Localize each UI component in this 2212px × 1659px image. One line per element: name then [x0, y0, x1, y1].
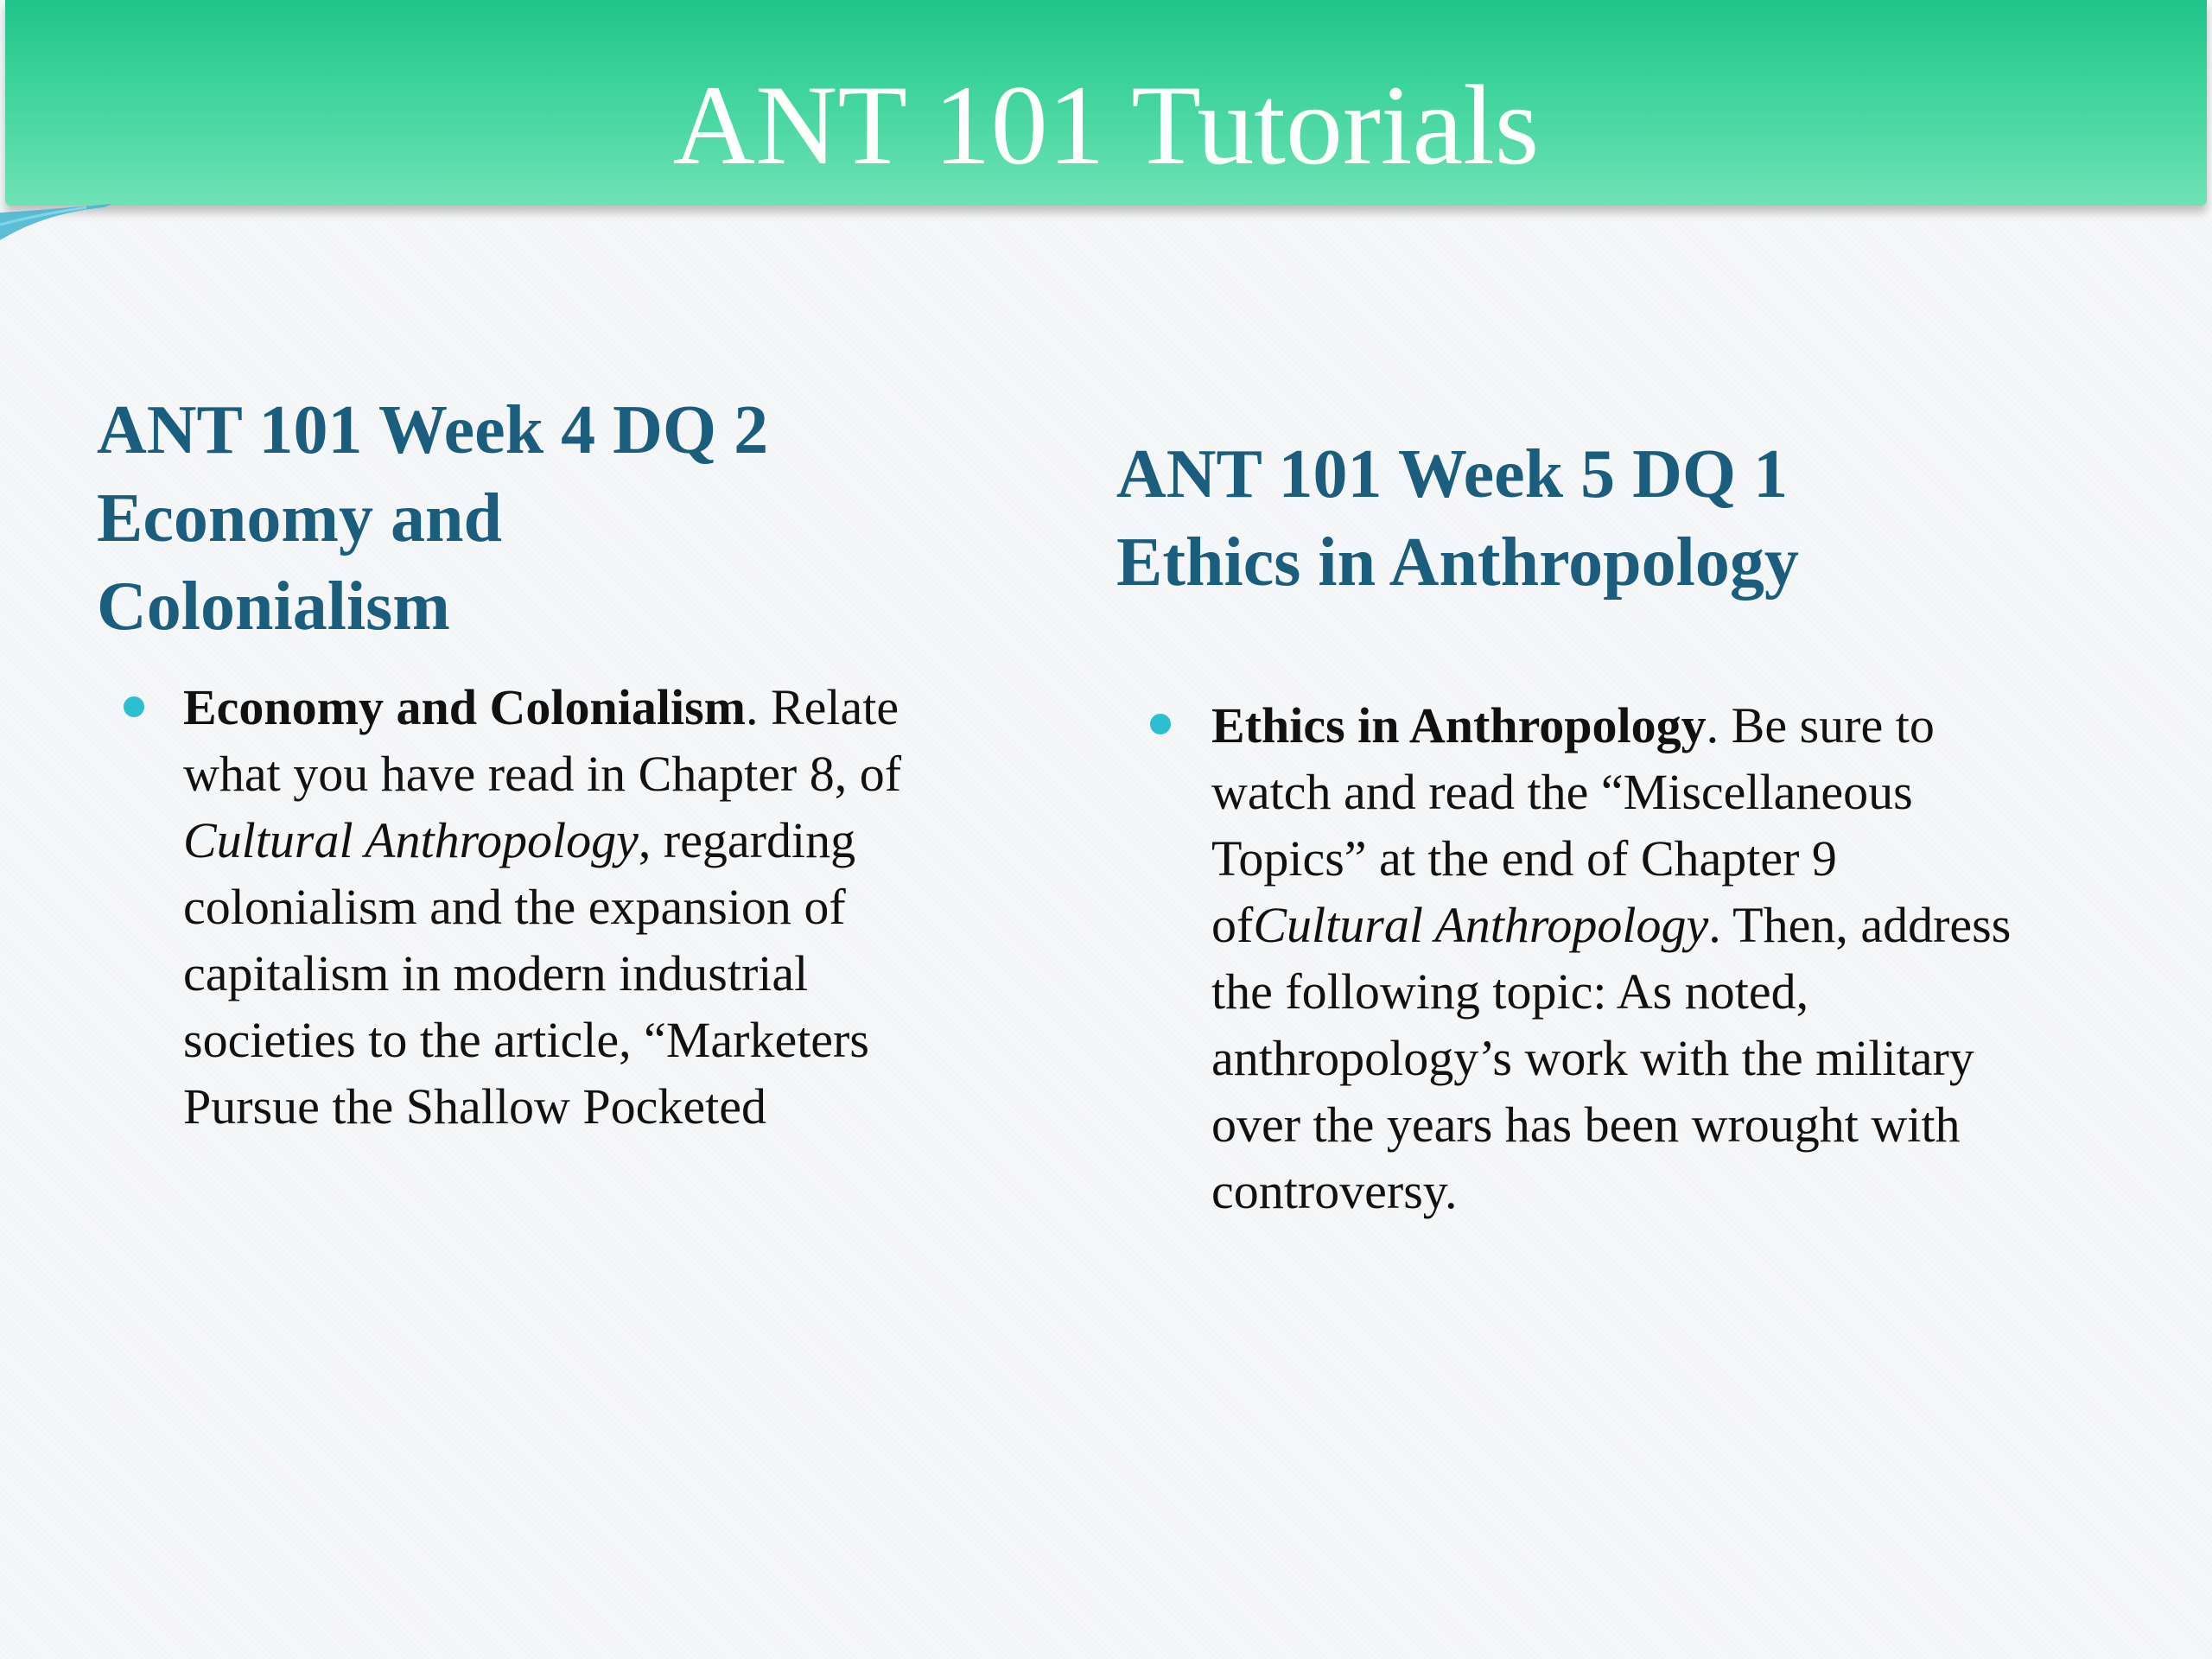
left-heading-line-1: ANT 101 Week 4 DQ 2	[97, 392, 769, 468]
right-bullet-rest: . Then, address the following topic: As noted, anthropology’s work with the military over the years has been wrought with controversy.	[1211, 897, 2012, 1219]
right-bullet-italic-title: Cultural Anthropology	[1253, 897, 1709, 953]
right-heading-line-2: Ethics in Anthropology	[1116, 524, 1799, 601]
slide-title: ANT 101 Tutorials	[672, 61, 1540, 188]
left-column-heading	[97, 386, 961, 651]
left-bullet-bold-lead: Economy and Colonialism	[183, 679, 746, 735]
left-bullet-after-lead: . Relate what you have read in Chapter 8, of	[183, 679, 902, 802]
left-bullet-text	[183, 674, 944, 1140]
left-bullet-italic-title: Cultural Anthropology	[183, 812, 639, 868]
left-heading-line-2: Economy and	[97, 480, 502, 556]
right-heading-line-1: ANT 101 Week 5 DQ 1	[1116, 436, 1789, 512]
right-column-heading	[1116, 430, 2110, 607]
right-bullet-text	[1211, 692, 2024, 1224]
left-bullet-rest: , regarding colonialism and the expansion of capitalism in modern industrial societies to the article, “Marketers Pursue the Shallow Pocketed	[183, 812, 869, 1135]
bullet-dot-icon	[124, 696, 144, 717]
left-heading-line-3: Colonialism	[97, 569, 450, 645]
right-bullet-bold-lead: Ethics in Anthropology	[1211, 697, 1707, 753]
bullet-dot-icon	[1150, 714, 1171, 734]
corner-swoosh-decoration	[0, 204, 121, 256]
right-bullet-after-lead: . Be sure to watch and read the “Miscellaneous Topics” at the end of Chapter 9 of	[1211, 697, 1935, 953]
